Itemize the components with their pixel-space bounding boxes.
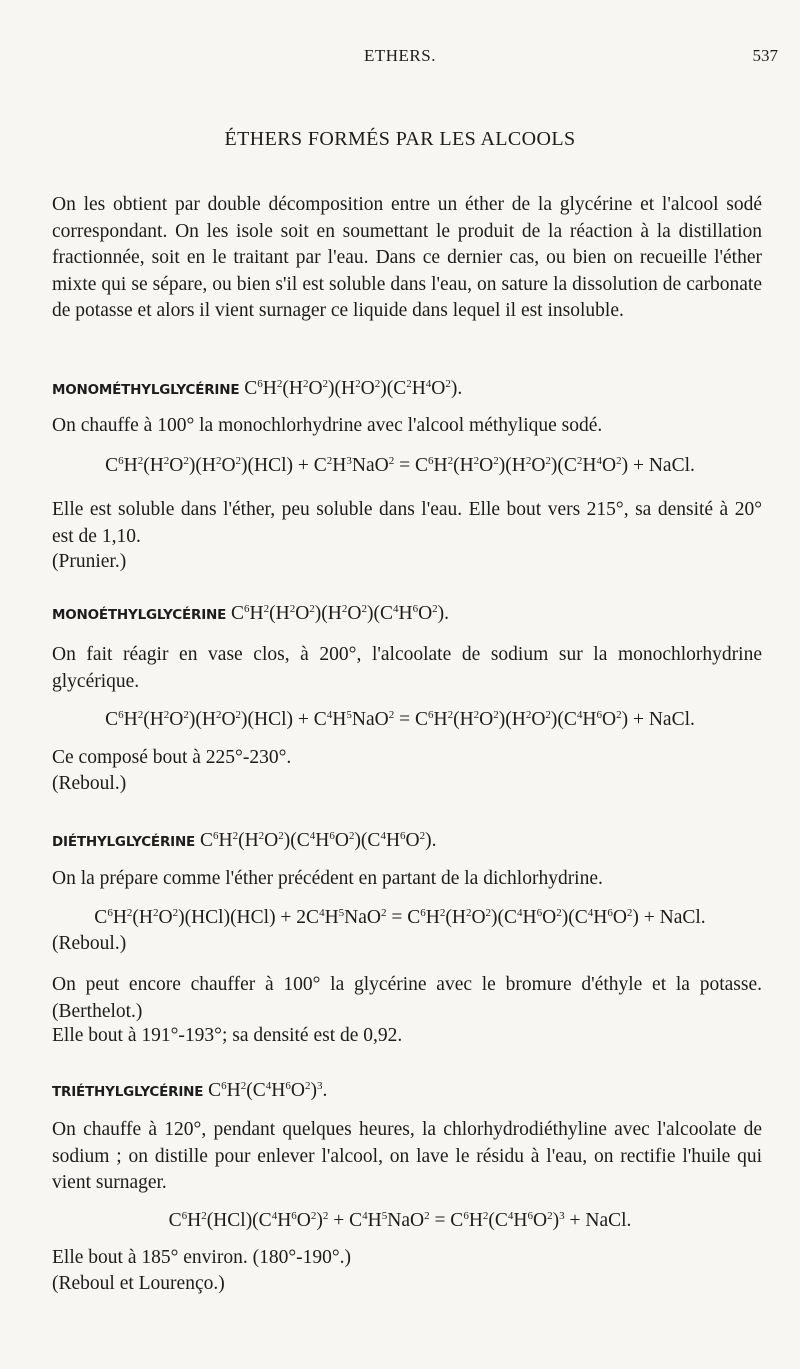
compound-text: On chauffe à 120°, pendant quelques heures, la chlorhydrodiéthyline avec l'alcoolate de sodium ; on distille pour enlever l'alcool, on lave le résidu à l'eau, on rectifie l'huile qui vient surnager. (52, 1119, 762, 1193)
compound-name: TRIÉTHYLGLYCÉRINE (52, 1084, 204, 1100)
reference: (Reboul.) (52, 933, 127, 954)
compound-formula: $C^6H^2(H^2O^2)(H^2O^2)(C^2H^4O^2)$. (244, 378, 463, 399)
compound-formula: $C^6H^2(C^4H^6O^2)^3$. (208, 1080, 328, 1101)
compound-paragraph (52, 497, 762, 550)
compound-name: MONOMÉTHYLGLYCÉRINE (52, 382, 240, 398)
compound-text: On la prépare comme l'éther précédent en partant de la dichlorhydrine. (52, 868, 603, 889)
reaction-equation: $C^6H^2(H^2O^2)(HCl)(HCl) + 2C^4H^5NaO^2 = C^6H^2(H^2O^2)(C^4H^6O^2)(C^4H^6O^2)$ + NaCl. (94, 907, 706, 928)
intro-text: On les obtient par double décomposition entre un éther de la glycérine et l'alcool sodé correspondant. On les isole soit en soumettant le produit de la réaction à la distillation fractionnée, soit en le traitant par l'eau. Dans ce dernier cas, ou bien on recueille l'éther mixte qui se sépare, ou bien s'il est soluble dans l'eau, on sature la dissolution de carbonate de potasse et alors il vient surnager ce liquide dans lequel il est insoluble. (52, 194, 762, 321)
compound-heading-triethyl (52, 1080, 327, 1102)
compound-heading-monoethyl (52, 603, 449, 625)
reference: (Prunier.) (52, 551, 127, 572)
reference: (Reboul et Lourenço.) (52, 1273, 225, 1294)
compound-text: On chauffe à 100° la monochlorhydrine avec l'alcool méthylique sodé. (52, 415, 603, 436)
compound-paragraph (52, 642, 762, 695)
compound-paragraph (52, 1117, 762, 1197)
compound-text: On peut encore chauffer à 100° la glycérine avec le bromure d'éthyle et la potasse. (Berthelot.) (52, 974, 762, 1022)
compound-text: Ce composé bout à 225°-230°. (52, 747, 292, 768)
section-title: ÉTHERS FORMÉS PAR LES ALCOOLS (224, 128, 576, 150)
compound-formula: $C^6H^2(H^2O^2)(H^2O^2)(C^4H^6O^2)$. (231, 603, 450, 624)
compound-text: On fait réagir en vase clos, à 200°, l'alcoolate de sodium sur la monochlorhydrine glycérique. (52, 644, 762, 692)
compound-paragraph (52, 972, 762, 1025)
reaction-equation: $C^6H^2(H^2O^2)(H^2O^2)(HCl) + C^2H^3NaO^2 = C^6H^2(H^2O^2)(H^2O^2)(C^2H^4O^2)$ + NaCl. (105, 455, 695, 476)
reaction-equation: $C^6H^2(H^2O^2)(H^2O^2)(HCl) + C^4H^5NaO^2 = C^6H^2(H^2O^2)(H^2O^2)(C^4H^6O^2)$ + NaCl. (105, 709, 695, 730)
compound-name: DIÉTHYLGLYCÉRINE (52, 834, 196, 850)
reaction-equation: $C^6H^2(HCl)(C^4H^6O^2)^2 + C^4H^5NaO^2 = C^6H^2(C^4H^6O^2)^3$ + NaCl. (168, 1210, 632, 1231)
compound-text: Elle bout à 191°-193°; sa densité est de 0,92. (52, 1025, 403, 1046)
compound-text: Elle est soluble dans l'éther, peu soluble dans l'eau. Elle bout vers 215°, sa densité à 20° est de 1,10. (52, 499, 762, 547)
compound-heading-diethyl (52, 830, 437, 852)
compound-formula: $C^6H^2(H^2O^2)(C^4H^6O^2)(C^4H^6O^2)$. (199, 830, 437, 851)
compound-text: Elle bout à 185° environ. (180°-190°.) (52, 1247, 352, 1268)
reference: (Reboul.) (52, 773, 127, 794)
running-head (0, 46, 800, 70)
compound-name: MONOÉTHYLGLYCÉRINE (52, 607, 227, 623)
compound-heading-monomethyl (52, 378, 462, 400)
running-head-title: ETHERS. (364, 46, 436, 65)
page-number: 537 (752, 46, 778, 65)
intro-paragraph (52, 192, 762, 325)
